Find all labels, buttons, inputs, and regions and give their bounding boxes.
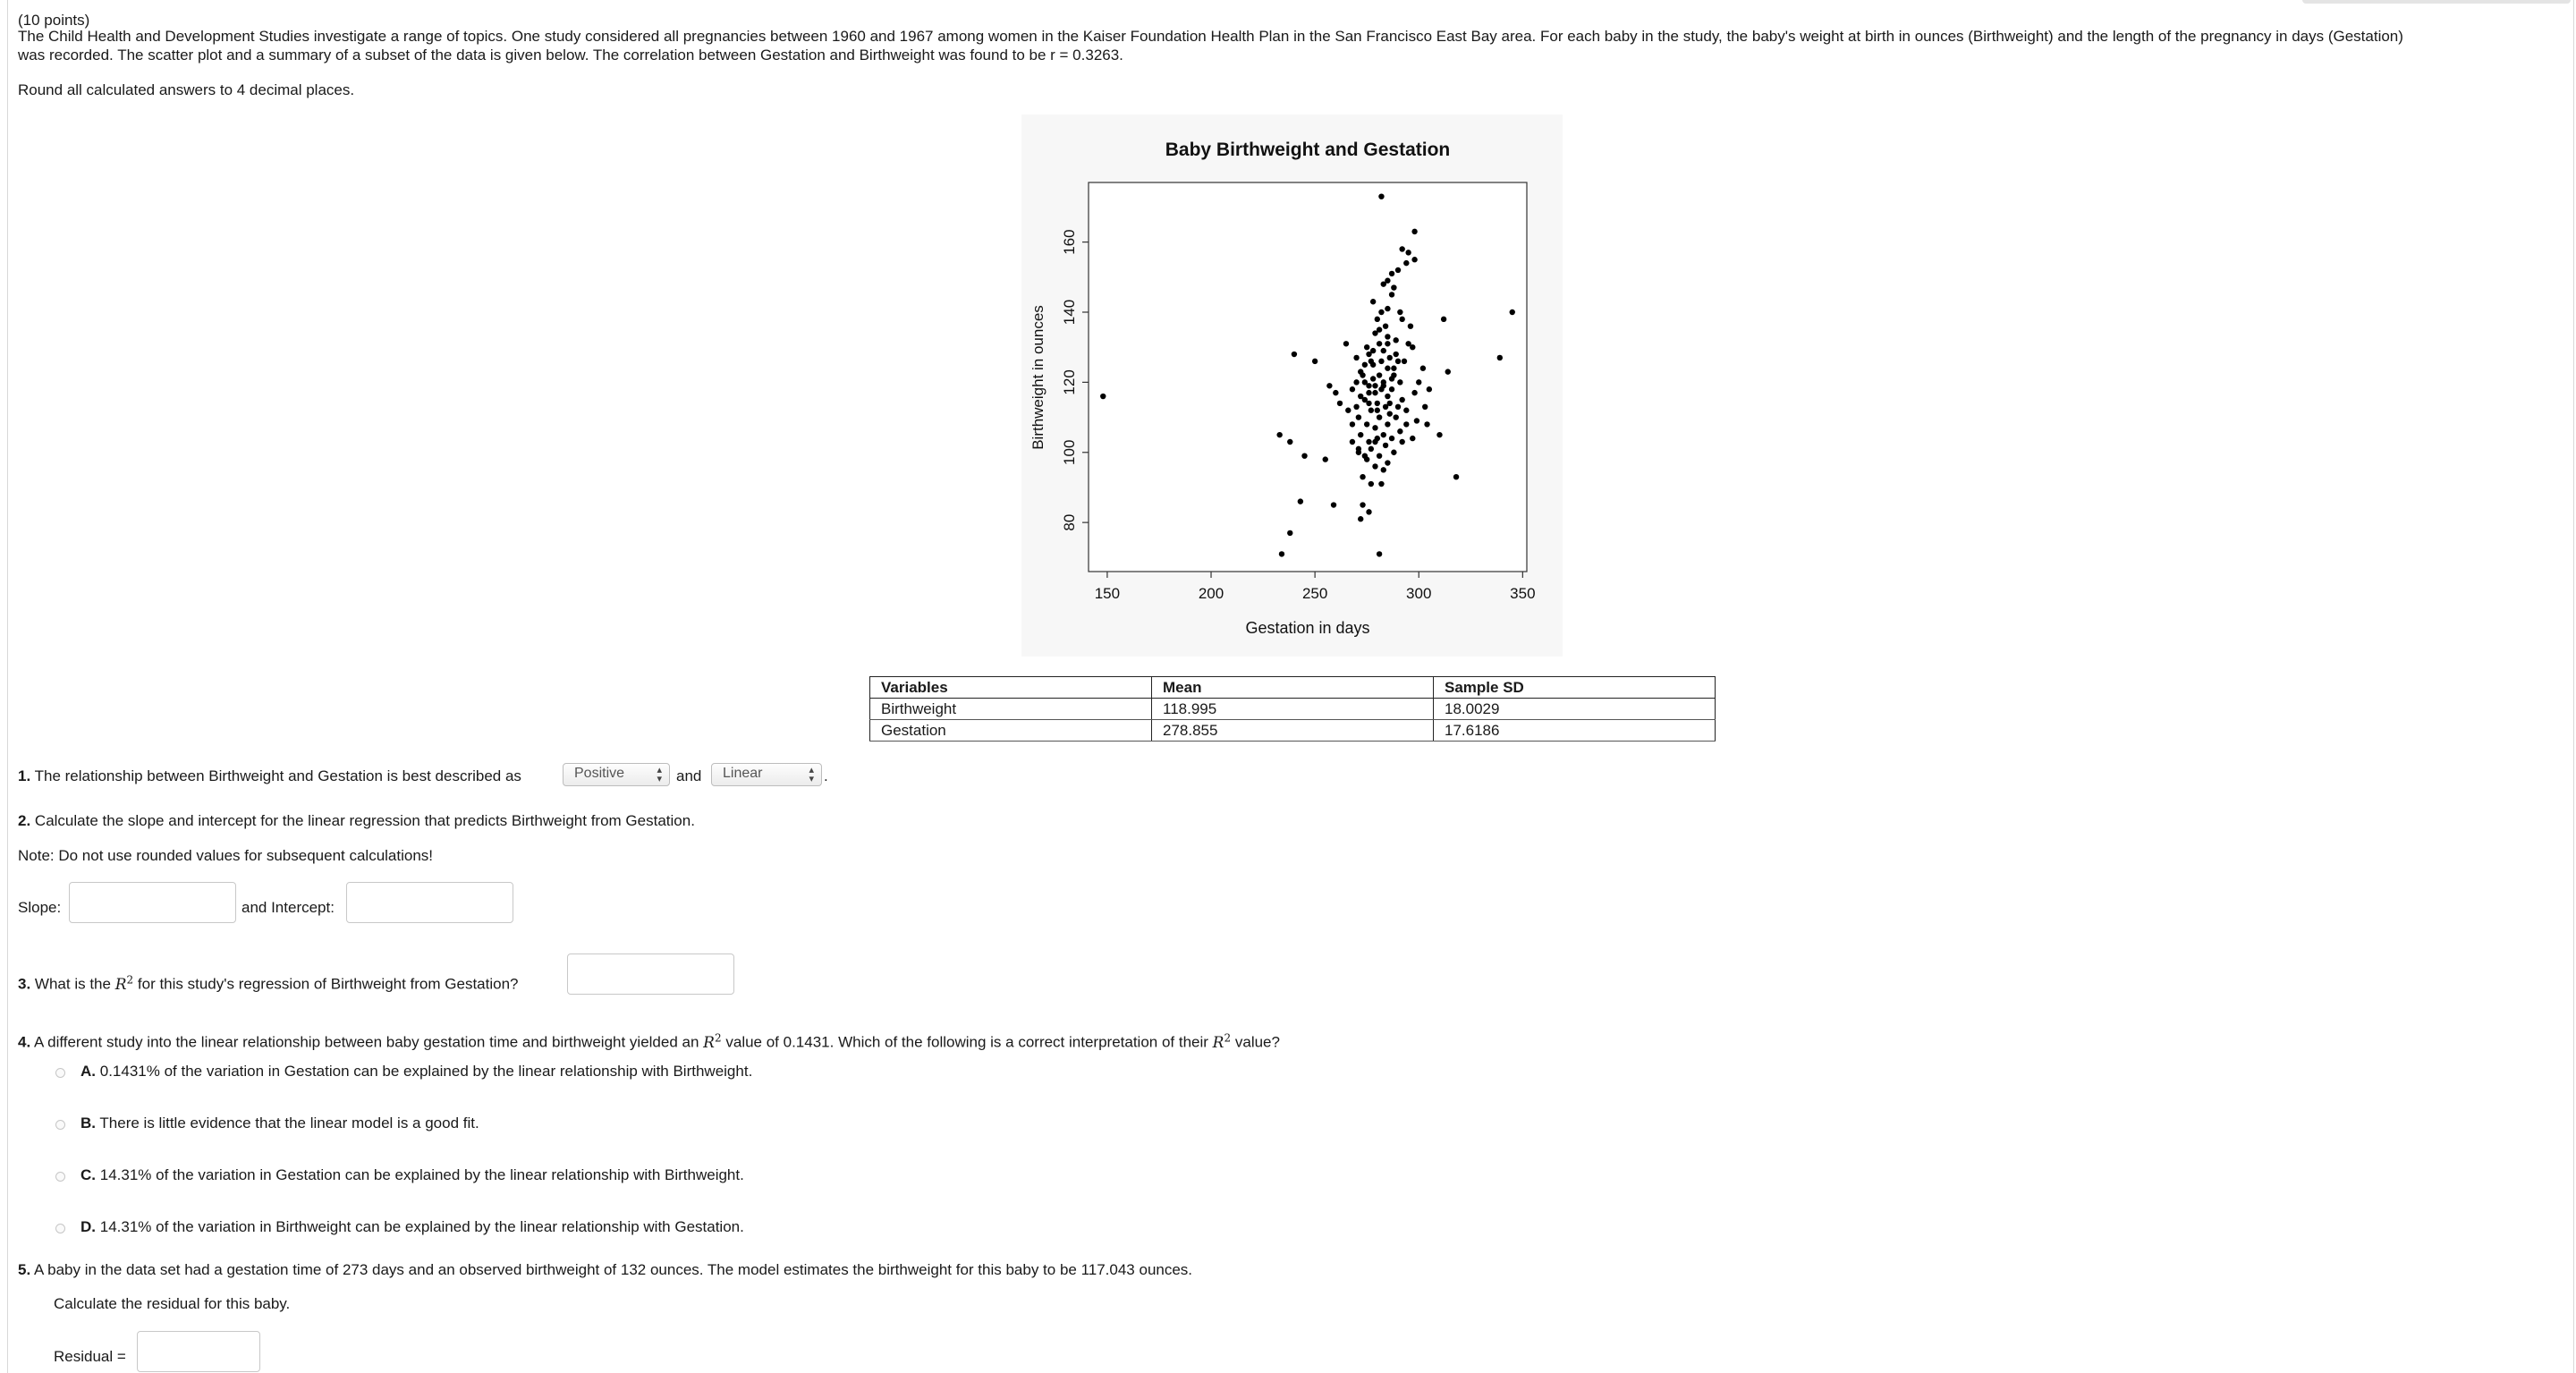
data-point	[1393, 337, 1398, 343]
q1-end-punct: .	[824, 767, 828, 784]
data-point	[1337, 401, 1343, 406]
option-letter: B.	[80, 1115, 96, 1131]
data-point	[1393, 414, 1398, 420]
q2-prompt: Calculate the slope and intercept for the linear regression that predicts Birthweight from Gestation.	[34, 812, 695, 829]
data-point	[1323, 456, 1328, 462]
data-point	[1405, 341, 1411, 346]
data-point	[1353, 379, 1359, 385]
plot-area	[1089, 182, 1527, 572]
option-d-radio[interactable]	[55, 1224, 65, 1233]
table-header: Variables	[870, 677, 1152, 699]
data-point	[1366, 439, 1371, 445]
data-point	[1377, 551, 1382, 556]
summary-table	[869, 676, 1716, 742]
r-symbol: R	[1212, 1033, 1224, 1052]
x-tick-label: 350	[1510, 585, 1536, 602]
r-squared-symbol	[114, 973, 134, 994]
data-point	[1331, 502, 1336, 507]
y-tick-label: 160	[1061, 229, 1078, 255]
table-cell: 18.0029	[1434, 699, 1716, 720]
data-point	[1370, 348, 1376, 353]
data-point	[1366, 509, 1371, 514]
data-point	[1403, 421, 1409, 427]
x-tick-label: 150	[1094, 585, 1121, 602]
data-point	[1391, 450, 1396, 455]
table-row	[870, 699, 1716, 720]
data-point	[1353, 355, 1359, 360]
data-point	[1366, 401, 1371, 406]
data-point	[1391, 372, 1396, 377]
data-point	[1381, 348, 1386, 353]
table-cell: 278.855	[1152, 720, 1434, 742]
data-point	[1377, 372, 1382, 377]
data-point	[1372, 383, 1377, 388]
data-point	[1378, 193, 1384, 199]
table-header-row	[870, 677, 1716, 699]
data-point	[1389, 271, 1394, 276]
q3-prompt-after: for this study's regression of Birthweight from Gestation?	[137, 975, 519, 993]
data-point	[1389, 386, 1394, 392]
q2-note: Note: Do not use rounded values for subsequent calculations!	[18, 847, 434, 864]
r-exponent: 2	[714, 1031, 722, 1044]
data-point	[1391, 366, 1396, 371]
data-point	[1372, 463, 1377, 469]
data-point	[1453, 474, 1459, 479]
data-point	[1377, 341, 1382, 346]
table-header: Sample SD	[1434, 677, 1716, 699]
data-point	[1378, 309, 1384, 315]
data-point	[1436, 432, 1442, 437]
data-point	[1368, 408, 1374, 413]
data-point	[1389, 292, 1394, 297]
data-point	[1358, 432, 1363, 437]
data-point	[1397, 379, 1402, 385]
data-point	[1368, 446, 1374, 452]
data-point	[1420, 366, 1426, 371]
data-point	[1378, 481, 1384, 487]
intro-text-line2: was recorded. The scatter plot and a summary of a subset of the data is given below. The correlation between Gestation and Birthweight was found to be r = 0.3263.	[18, 47, 1123, 64]
data-point	[1375, 401, 1380, 406]
r-exponent: 2	[1224, 1031, 1232, 1044]
data-point	[1385, 421, 1390, 427]
data-point	[1391, 284, 1396, 290]
data-point	[1385, 334, 1390, 339]
x-tick-label: 200	[1198, 585, 1224, 602]
r-symbol: R	[703, 1033, 715, 1052]
intercept-label: and Intercept:	[242, 899, 335, 916]
data-point	[1385, 366, 1390, 371]
option-d[interactable]	[80, 1218, 744, 1236]
data-point	[1362, 379, 1368, 385]
scatter-chart-panel	[1021, 114, 1563, 657]
data-point	[1370, 299, 1376, 304]
data-point	[1381, 281, 1386, 286]
data-point	[1422, 404, 1428, 410]
r-symbol: R	[114, 975, 127, 994]
q1-text	[18, 767, 521, 785]
data-point	[1378, 359, 1384, 364]
data-point	[1381, 432, 1386, 437]
option-a[interactable]	[80, 1063, 752, 1081]
x-axis	[1095, 572, 1536, 602]
q5-prompt: A baby in the data set had a gestation time of 273 days and an observed birthweight of 132 ounces. The model estimates the birthweight for this baby to be 117.043 ounces.	[33, 1261, 1193, 1278]
data-point	[1427, 386, 1432, 392]
data-point	[1301, 453, 1307, 458]
data-point	[1350, 386, 1355, 392]
data-point	[1399, 439, 1404, 445]
data-point	[1360, 372, 1365, 377]
data-point	[1356, 446, 1361, 452]
chart-title: Baby Birthweight and Gestation	[1165, 140, 1451, 160]
residual-label: Residual =	[54, 1348, 126, 1365]
data-point	[1510, 309, 1515, 315]
q2-number: 2.	[18, 812, 31, 829]
data-point	[1368, 359, 1374, 364]
option-text: 14.31% of the variation in Birthweight can be explained by the linear relationship with Gestation.	[99, 1218, 744, 1235]
data-point	[1395, 359, 1401, 364]
data-point	[1345, 408, 1351, 413]
data-point	[1397, 309, 1402, 315]
option-letter: A.	[80, 1063, 96, 1080]
data-point	[1445, 369, 1451, 374]
data-point	[1411, 257, 1417, 262]
table-cell: 118.995	[1152, 699, 1434, 720]
data-point	[1326, 383, 1332, 388]
top-tab	[2302, 0, 2571, 4]
data-point	[1385, 394, 1390, 399]
q5-text	[18, 1261, 1192, 1279]
residual-input[interactable]	[137, 1331, 260, 1372]
q3-number: 3.	[18, 975, 31, 993]
data-point	[1276, 432, 1282, 437]
data-point	[1377, 453, 1382, 458]
intercept-input[interactable]	[346, 882, 513, 923]
updown-arrow-icon: ▴ ▾	[657, 765, 662, 784]
option-text: 14.31% of the variation in Gestation can be explained by the linear relationship with Birthweight.	[99, 1166, 744, 1183]
data-point	[1383, 443, 1388, 448]
data-point	[1360, 502, 1365, 507]
q1-and-label: and	[676, 767, 702, 784]
slope-label: Slope:	[18, 899, 62, 916]
y-tick-label: 100	[1061, 439, 1078, 465]
x-tick-label: 250	[1301, 585, 1328, 602]
data-point	[1399, 246, 1404, 251]
y-tick-label: 80	[1061, 513, 1078, 531]
relationship-direction-select[interactable]	[563, 763, 670, 786]
q2-text	[18, 812, 695, 830]
data-point	[1362, 453, 1368, 458]
option-letter: D.	[80, 1218, 96, 1235]
data-point	[1399, 317, 1404, 322]
data-point	[1387, 401, 1393, 406]
q4-number: 4.	[18, 1033, 31, 1051]
data-point	[1279, 551, 1284, 556]
y-tick-label: 120	[1061, 369, 1078, 395]
select-value: Linear	[723, 766, 763, 781]
data-point	[1364, 421, 1369, 427]
option-c[interactable]	[80, 1166, 744, 1184]
data-point	[1402, 359, 1407, 364]
table-cell: Gestation	[870, 720, 1152, 742]
y-tick-label: 140	[1061, 299, 1078, 326]
data-point	[1410, 436, 1415, 441]
x-tick-label: 300	[1406, 585, 1432, 602]
data-point	[1377, 414, 1382, 420]
data-point	[1343, 341, 1349, 346]
data-point	[1395, 404, 1401, 410]
q3-text	[18, 970, 519, 994]
data-point	[1362, 362, 1368, 368]
data-point	[1416, 379, 1421, 385]
data-point	[1364, 344, 1369, 350]
table-header: Mean	[1152, 677, 1434, 699]
data-point	[1385, 341, 1390, 346]
y-axis-label: Birthweight in ounces	[1030, 305, 1046, 450]
data-point	[1399, 397, 1404, 403]
data-point	[1405, 250, 1411, 255]
option-a-radio[interactable]	[55, 1068, 65, 1078]
table-cell: 17.6186	[1434, 720, 1716, 742]
option-b-radio[interactable]	[55, 1120, 65, 1130]
data-point	[1381, 467, 1386, 472]
data-point	[1368, 481, 1374, 487]
data-point	[1497, 355, 1503, 360]
slope-input[interactable]	[69, 882, 236, 923]
q4-text	[18, 1029, 1280, 1052]
data-point	[1358, 394, 1363, 399]
r-squared-input[interactable]	[567, 953, 734, 995]
points-label: (10 points)	[18, 12, 90, 29]
data-point	[1411, 390, 1417, 395]
data-point	[1441, 317, 1446, 322]
data-point	[1298, 498, 1303, 504]
data-point	[1375, 408, 1380, 413]
table-cell: Birthweight	[870, 699, 1152, 720]
y-axis	[1061, 229, 1089, 530]
data-point	[1372, 439, 1377, 445]
data-point	[1381, 379, 1386, 385]
x-axis-label: Gestation in days	[1245, 619, 1370, 637]
data-point	[1100, 394, 1106, 399]
data-point	[1411, 229, 1417, 234]
q1-number: 1.	[18, 767, 31, 784]
table-row	[870, 720, 1716, 742]
option-text: 0.1431% of the variation in Gestation can be explained by the linear relationship with Birthweight.	[99, 1063, 753, 1080]
round-note: Round all calculated answers to 4 decimal places.	[18, 81, 355, 98]
option-letter: C.	[80, 1166, 96, 1183]
q3-prompt-before: What is the	[34, 975, 111, 993]
data-point	[1403, 260, 1409, 266]
data-point	[1408, 323, 1413, 328]
data-point	[1387, 355, 1393, 360]
data-point	[1312, 359, 1318, 364]
q5-instruction: Calculate the residual for this baby.	[54, 1295, 291, 1312]
data-point	[1385, 306, 1390, 311]
data-point	[1403, 408, 1409, 413]
option-c-radio[interactable]	[55, 1172, 65, 1182]
q4-prompt-c: value?	[1234, 1033, 1280, 1051]
relationship-form-select[interactable]	[711, 763, 822, 786]
data-point	[1350, 421, 1355, 427]
data-point	[1377, 326, 1382, 332]
q1-prompt: The relationship between Birthweight and Gestation is best described as	[34, 767, 521, 784]
data-point	[1389, 436, 1394, 441]
option-b[interactable]	[80, 1115, 479, 1132]
intro-text-line1: The Child Health and Development Studies investigate a range of topics. One study considered all pregnancies between 1960 and 1967 among women in the Kaiser Foundation Health Plan in the San Francisco East Bay area. For each baby in the study, the baby's weight at birth in ounces (Birthweight) and the length of the pregnancy in days (Gestation)	[18, 28, 2403, 45]
r-squared-symbol	[703, 1031, 722, 1052]
data-point	[1287, 439, 1292, 445]
q4-prompt-a: A different study into the linear relationship between baby gestation time and birthweight yielded an	[33, 1033, 699, 1051]
r-squared-symbol	[1212, 1031, 1232, 1052]
data-point	[1375, 317, 1380, 322]
q5-number: 5.	[18, 1261, 31, 1278]
data-point	[1292, 352, 1297, 357]
scatter-chart	[1021, 114, 1563, 657]
data-point	[1387, 411, 1393, 416]
data-point	[1385, 460, 1390, 465]
option-text: There is little evidence that the linear model is a good fit.	[99, 1115, 479, 1131]
q4-prompt-b: value of 0.1431. Which of the following is a correct interpretation of their	[725, 1033, 1208, 1051]
data-point	[1287, 530, 1292, 536]
data-point	[1353, 404, 1359, 410]
data-point	[1366, 390, 1371, 395]
select-value: Positive	[574, 766, 625, 781]
data-point	[1360, 474, 1365, 479]
data-point	[1393, 352, 1398, 357]
data-point	[1372, 425, 1377, 430]
data-point	[1333, 390, 1338, 395]
data-point	[1358, 516, 1363, 521]
data-point	[1372, 390, 1377, 395]
r-exponent: 2	[126, 973, 134, 986]
data-point	[1370, 376, 1376, 381]
data-point	[1350, 439, 1355, 445]
data-point	[1424, 421, 1429, 427]
data-point	[1397, 428, 1402, 434]
data-point	[1383, 323, 1388, 328]
data-point	[1395, 267, 1401, 273]
data-point	[1414, 418, 1419, 423]
data-point	[1356, 414, 1361, 420]
updown-arrow-icon: ▴ ▾	[809, 765, 814, 784]
